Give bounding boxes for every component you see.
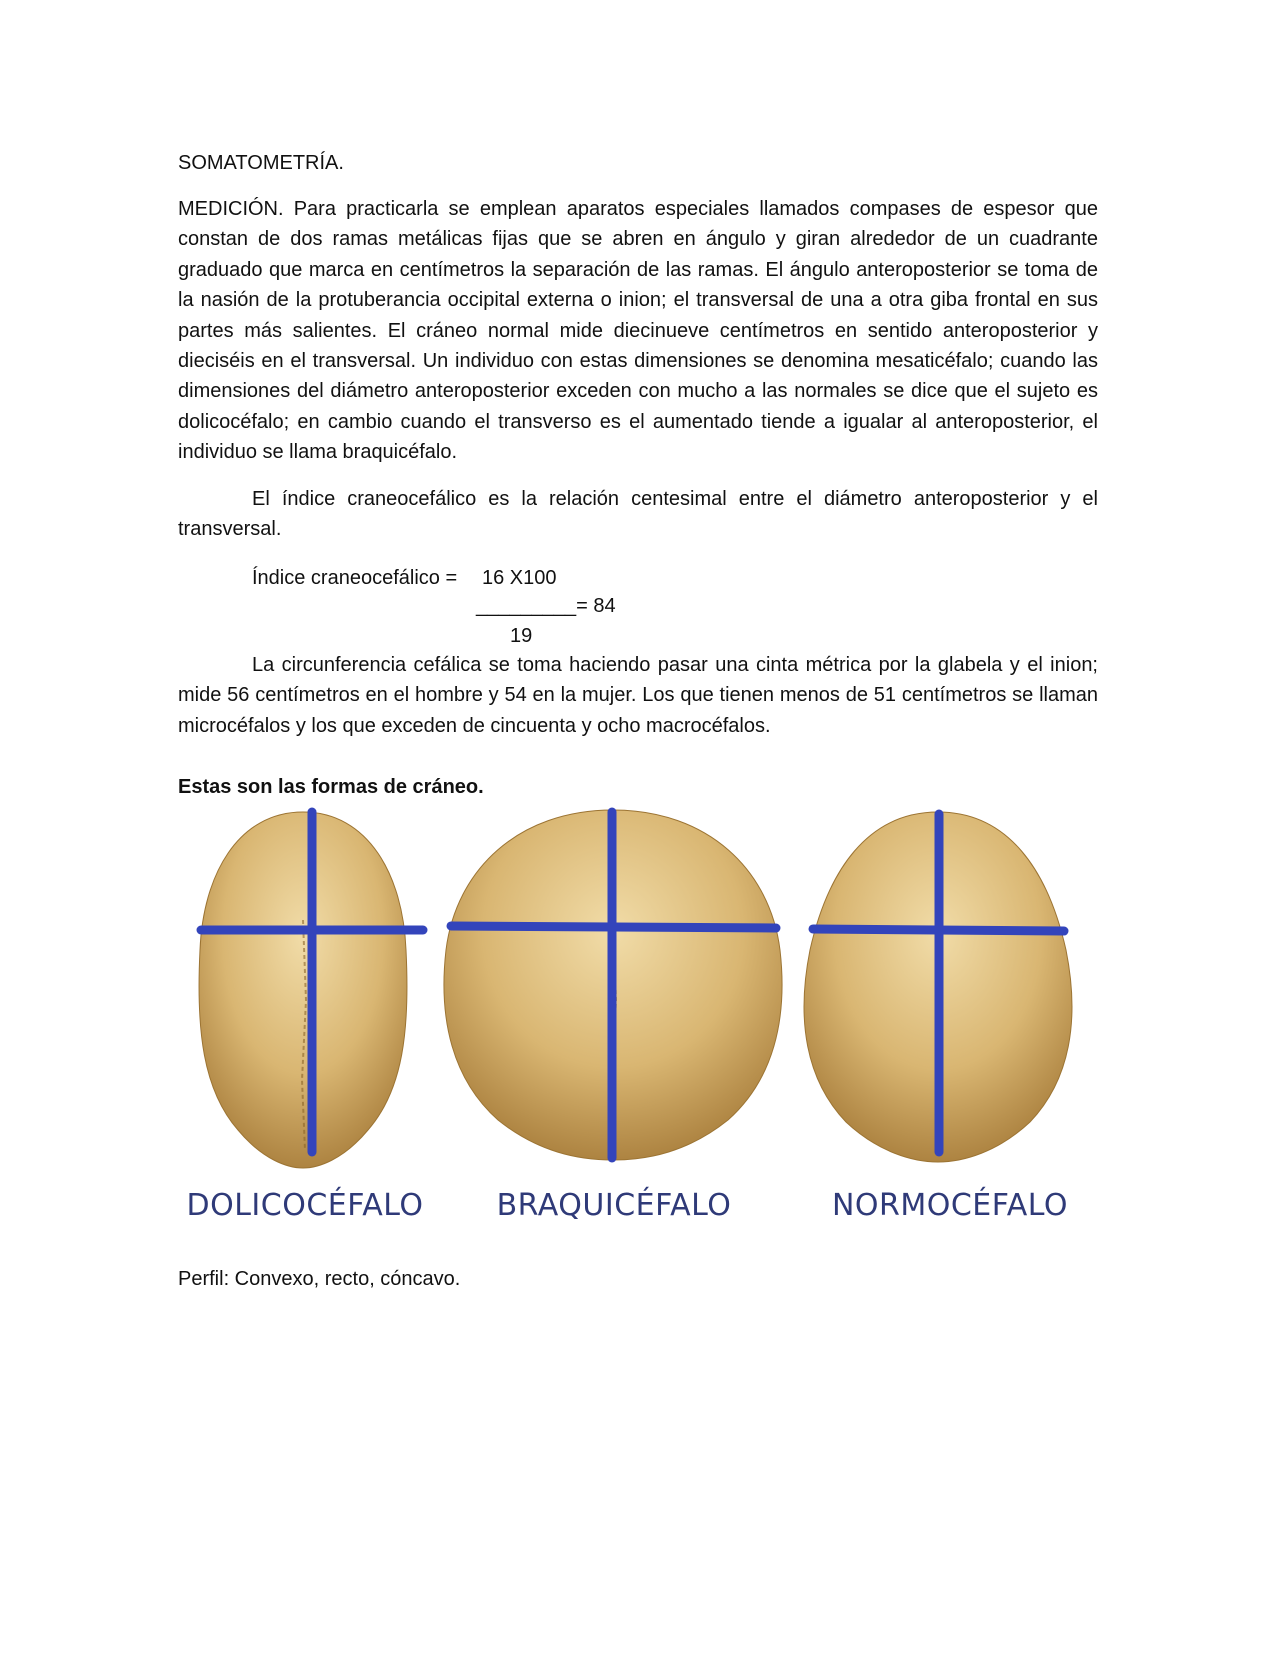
skull-shapes-figure [178,800,1098,1240]
braquicefalo-skull [444,810,782,1160]
paragraph-indice: El índice craneocefálico es la relación centesimal entre el diámetro anteroposterior y el transversal. [178,488,1098,541]
skull-shapes-illustration [178,800,1098,1240]
document-title: SOMATOMETRÍA. [178,152,344,174]
label-braquicefalo: BRAQUICÉFALO [496,1188,732,1223]
paragraph-medicion: MEDICIÓN. Para practicarla se emplean aparatos especiales llamados compases de espesor que constan de dos ramas metálicas fijas que se abren en ángulo y giran alrededor de un cuadrante graduado que marca en centímetros la separación de las ramas. El ángulo anteroposterior se toma de la nasión de la protuberancia occipital externa o inion; el transversal de una a otra giba frontal en sus partes más salientes. El cráneo normal mide diecinueve centímetros en sentido anteroposterior y dieciséis en el transversal. Un individuo con estas dimensiones se denomina mesaticéfalo; cuando las dimensiones del diámetro anteroposterior exceden con mucho a las normales se dice que el sujeto es dolicocéfalo; en cambio cuando el transverso es el aumentado tiende a igualar al anteroposterior, el individuo se llama braquicéfalo. [178,198,1098,464]
formula-fraction-line: _________= 84 [476,595,616,617]
label-normocefalo: NORMOCÉFALO [831,1188,1069,1223]
formula-label: Índice craneocefálico = [252,567,458,589]
formula-denominator: 19 [510,625,533,647]
formula-numerator: 16 X100 [482,567,557,589]
profile-line: Perfil: Convexo, recto, cóncavo. [178,1268,461,1290]
dolicocefalo-skull [199,812,423,1168]
paragraph-circunferencia: La circunferencia cefálica se toma haciendo pasar una cinta métrica por la glabela y el inion; mide 56 centímetros en el hombre y 54 en la mujer. Los que tienen menos de 51 centímetros se llaman microcéfalos y los que exceden de cincuenta y ocho macrocéfalos. [178,654,1098,737]
label-dolicocefalo: DOLICOCÉFALO [186,1188,424,1223]
figure-heading: Estas son las formas de cráneo. [178,776,484,798]
normocefalo-skull [804,812,1072,1162]
